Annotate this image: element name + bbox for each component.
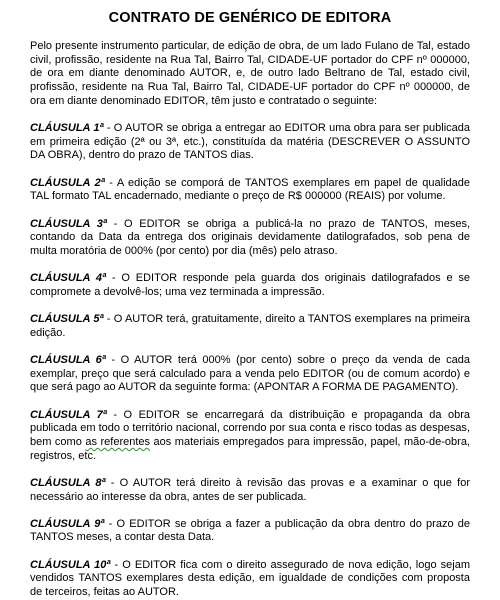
clause-text: aos materiais empregados para impressão, papel, mão-de-obra, registros, etc. <box>30 435 470 462</box>
clause-label: CLÁUSULA 2ª <box>30 176 105 189</box>
clause-label: CLÁUSULA 5ª <box>30 313 104 326</box>
clause-label: CLÁUSULA 3ª <box>30 217 107 230</box>
clause-label: CLÁUSULA 9ª <box>30 517 105 530</box>
clause-3 <box>30 218 470 259</box>
clause-text: - O AUTOR terá, gratuitamente, direito a TANTOS exemplares na primeira edição. <box>30 313 470 339</box>
document-title: CONTRATO DE GENÉRICO DE EDITORA <box>108 10 392 26</box>
clause-7 <box>30 409 470 464</box>
clause-text: - O AUTOR terá 000% (por cento) sobre o preço da venda de cada exemplar, preço que será calculado para a venda pelo EDITOR (ou de comum acordo) e que será pago ao AUTOR da seguinte forma: (APONTAR A FORMA DE PAGAMENTO). <box>30 353 470 394</box>
clause-label: CLÁUSULA 7ª <box>30 408 107 421</box>
spellcheck-marked-text: as referentes <box>85 435 151 448</box>
clause-text: - O AUTOR terá direito à revisão das provas e a examinar o que for necessário ao interesse da obra, antes de ser publicada. <box>30 476 470 503</box>
clause-2 <box>30 177 470 204</box>
clause-label: CLÁUSULA 8ª <box>30 476 106 489</box>
clause-text: - O EDITOR se encarregará da distribuição e propaganda da obra publicada em todo o território nacional, correndo por sua conta e risco todas as despesas, bem como <box>30 408 470 448</box>
clause-text: - A edição se comporá de TANTOS exemplares em papel de qualidade TAL formato TAL encadernado, mediante o preço de R$ 000000 (REAIS) por volume. <box>30 176 470 203</box>
intro-paragraph: Pelo presente instrumento particular, de edição de obra, de um lado Fulano de Tal, estado civil, profissão, residente na Rua Tal, Bairro Tal, CIDADE-UF portador do CPF nº 000000, de ora em diante denominado AUTOR, e, de outro lado Beltrano de Tal, estado civil, profissão, residente na Rua Tal, Bairro Tal, CIDADE-UF portador do CPF nº 000000, de ora em diante denominado EDITOR, têm justo e contratado o seguinte: <box>30 40 470 107</box>
clause-8 <box>30 477 470 504</box>
clause-label: CLÁUSULA 1ª <box>30 122 104 135</box>
clause-5 <box>30 313 470 340</box>
clause-6 <box>30 354 470 395</box>
clause-text: - O EDITOR fica com o direito assegurado de nova edição, logo sejam vendidos TANTOS exemplares desta edição, em igualdade de condições com proposta de terceiros, feitas ao AUTOR. <box>30 558 471 599</box>
clause-label: CLÁUSULA 10ª <box>30 558 111 571</box>
clause-1 <box>30 122 470 163</box>
clause-label: CLÁUSULA 6ª <box>30 353 106 366</box>
clause-10 <box>30 559 470 600</box>
clause-9 <box>30 518 470 545</box>
clause-label: CLÁUSULA 4ª <box>30 272 107 285</box>
clause-text: - O EDITOR se obriga a fazer a publicação da obra dentro do prazo de TANTOS meses, a contar desta Data. <box>30 517 470 544</box>
clause-text: - O AUTOR se obriga a entregar ao EDITOR uma obra para ser publicada em primeira edição (2ª ou 3ª, etc.), constituída da matéria (DESCREVER O ASSUNTO DA OBRA), dentro do prazo de TANTOS dias. <box>30 122 470 162</box>
clause-4 <box>30 272 470 299</box>
clause-text: - O EDITOR se obriga a publicá-la no prazo de TANTOS, meses, contando da Data da entrega dos originais devidamente datilografados, sob pena de multa moratória de 000% (por cento) por dia (mês) pelo atraso. <box>30 217 470 257</box>
clause-text: - O EDITOR responde pela guarda dos originais datilografados e se compromete a devolvê-los; uma vez terminada a impressão. <box>30 272 470 298</box>
